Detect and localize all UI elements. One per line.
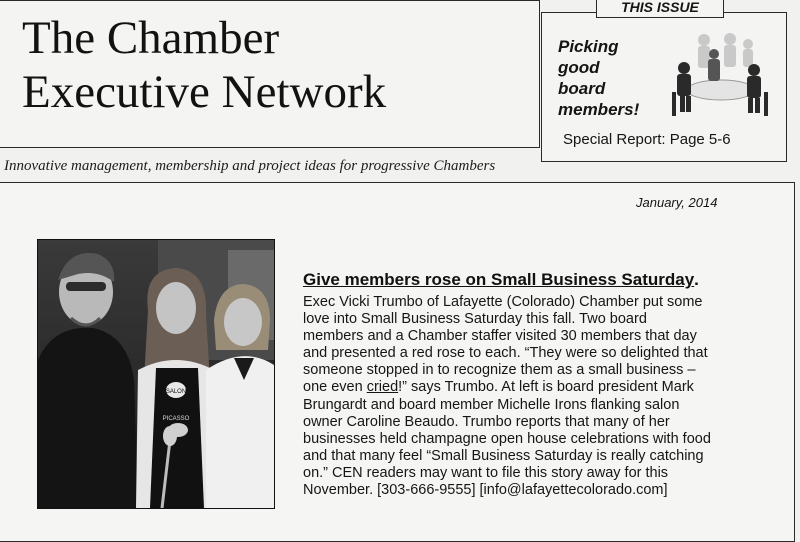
body-line: members and a Chamber staffer visited 30 members that day bbox=[303, 328, 697, 345]
title-line-1: The Chamber bbox=[22, 12, 280, 64]
body-line: Exec Vicki Trumbo of Lafayette (Colorado) Chamber put some bbox=[303, 294, 703, 310]
special-report-link[interactable]: Special Report: Page 5-6 bbox=[563, 131, 731, 148]
underlined-word: cried bbox=[366, 379, 399, 396]
body-line-mixed bbox=[303, 379, 773, 396]
headline-line: Picking bbox=[558, 37, 619, 56]
this-issue-tab: THIS ISSUE bbox=[596, 0, 724, 18]
body-line-contact[interactable]: November. [303-666-9555] [info@lafayettecolorado.com] bbox=[303, 482, 668, 499]
body-line: on.” CEN readers may want to file this story away for this bbox=[303, 464, 669, 481]
body-line: love into Small Business Saturday this fall. Two board bbox=[303, 311, 647, 328]
article-photo bbox=[37, 239, 275, 509]
title-line-2: Executive Network bbox=[22, 66, 387, 118]
masthead bbox=[0, 0, 540, 148]
apron-text: PICASSO bbox=[162, 416, 190, 422]
body-line: businesses held champagne open house celebrations with food bbox=[303, 430, 711, 447]
body-line: someone stopped in to recognize them as a small business – bbox=[303, 362, 696, 379]
body-line: owner Caroline Beaudo. Trumbo reports that many of her bbox=[303, 413, 670, 430]
article-body bbox=[303, 294, 773, 499]
headline-period: . bbox=[694, 270, 699, 289]
headline-text: Give members rose on Small Business Saturday bbox=[303, 270, 695, 289]
board-meeting-illustration bbox=[666, 30, 776, 125]
body-line: Brungardt and board member Michelle Irons flanking salon bbox=[303, 396, 680, 413]
body-line: and that many feel “Small Business Saturday is really catching bbox=[303, 447, 704, 464]
body-fragment: !” says Trumbo. At left is board president Mark bbox=[398, 379, 694, 396]
headline-line: board bbox=[558, 79, 606, 98]
headline-line: members! bbox=[558, 100, 640, 119]
tagline: Innovative management, membership and project ideas for progressive Chambers bbox=[4, 158, 496, 174]
headline-line: good bbox=[558, 58, 600, 77]
article-headline[interactable] bbox=[303, 270, 699, 290]
body-line: and presented a red rose to each. “They were so delighted that bbox=[303, 345, 708, 362]
body-fragment: one even bbox=[303, 379, 367, 396]
newsletter-title bbox=[22, 11, 386, 119]
issue-date: January, 2014 bbox=[636, 195, 718, 210]
apron-logo-text: SALON bbox=[165, 389, 187, 395]
this-issue-headline[interactable] bbox=[558, 36, 639, 120]
